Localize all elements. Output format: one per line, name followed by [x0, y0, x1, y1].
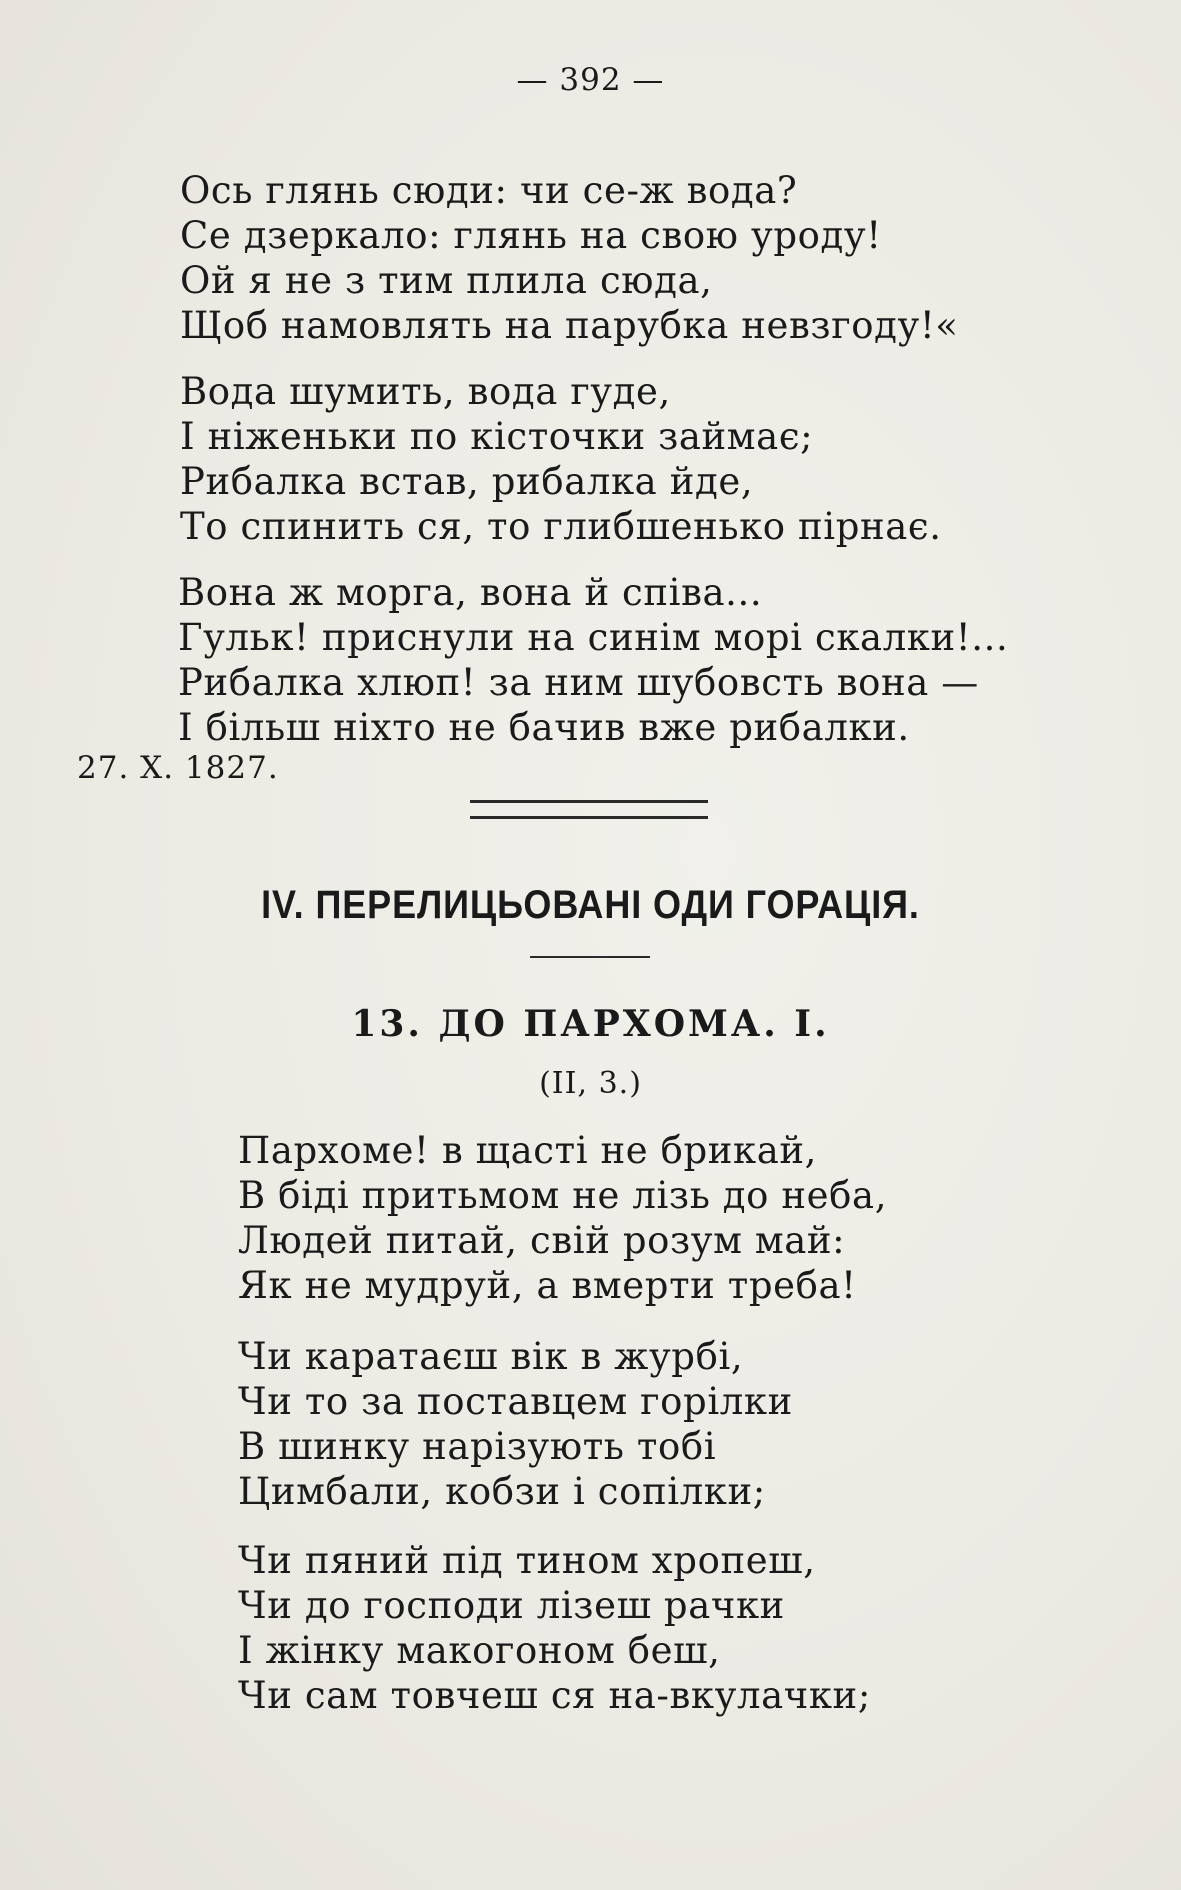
verse-line: Чи пяний під тином хропеш, — [238, 1539, 816, 1582]
verse-line: Ось глянь сюди: чи се-ж вода? — [180, 169, 798, 212]
section-divider-bottom — [470, 816, 708, 819]
verse-line: Вона ж морга, вона й співа... — [178, 571, 763, 614]
stanza-1 — [180, 168, 959, 348]
verse-line: І ніженьки по кісточки займає; — [180, 415, 814, 458]
verse-line: Людей питай, свій розум май: — [238, 1219, 846, 1262]
verse-line: Вода шумить, вода гуде, — [180, 370, 671, 413]
page-number: — 392 — — [516, 62, 665, 98]
verse-line: Щоб намовлять на парубка невзгоду!« — [180, 304, 959, 347]
verse-line: Гульк! приснули на синім морі скалки!... — [178, 616, 1009, 659]
verse-line: То спинить ся, то глибшенько пірнає. — [180, 505, 942, 548]
stanza-6 — [238, 1538, 871, 1718]
verse-line: Чи сам товчеш ся на-вкулачки; — [238, 1674, 871, 1717]
stanza-5 — [238, 1334, 793, 1514]
verse-line: В шинку нарізують тобі — [238, 1425, 717, 1468]
verse-line: Чи каратаєш вік в журбі, — [238, 1335, 744, 1378]
verse-line: Се дзеркало: глянь на свою уроду! — [180, 214, 882, 257]
verse-line: Чи то за поставцем горілки — [238, 1380, 793, 1423]
verse-line: Цимбали, кобзи і сопілки; — [238, 1470, 766, 1513]
verse-line: Рибалка встав, рибалка йде, — [180, 460, 754, 503]
stanza-4 — [238, 1128, 887, 1308]
verse-line: Ой я не з тим плила сюда, — [180, 259, 713, 302]
verse-line: І більш ніхто не бачив вже рибалки. — [178, 706, 910, 749]
verse-line: І жінку макогоном беш, — [238, 1629, 721, 1672]
poem-date: 27. X. 1827. — [77, 750, 279, 786]
stanza-2 — [180, 369, 942, 549]
section-divider-top — [470, 800, 708, 803]
verse-line: Пархоме! в щасті не брикай, — [238, 1129, 818, 1172]
section-title: IV. ПЕРЕЛИЦЬОВАНІ ОДИ ГОРАЦІЯ. — [261, 883, 920, 927]
verse-line: Як не мудруй, а вмерти треба! — [238, 1264, 857, 1307]
poem-title: 13. ДО ПАРХОМА. I. — [351, 1003, 830, 1045]
title-rule — [530, 956, 650, 958]
verse-line: Чи до господи лізеш рачки — [238, 1584, 785, 1627]
stanza-3 — [178, 570, 1008, 750]
verse-line: Рибалка хлюп! за ним шубовсть вона — — [178, 661, 979, 704]
verse-line: В біді притьмом не лізь до неба, — [238, 1174, 888, 1217]
poem-subtitle: (II, 3.) — [539, 1066, 642, 1101]
